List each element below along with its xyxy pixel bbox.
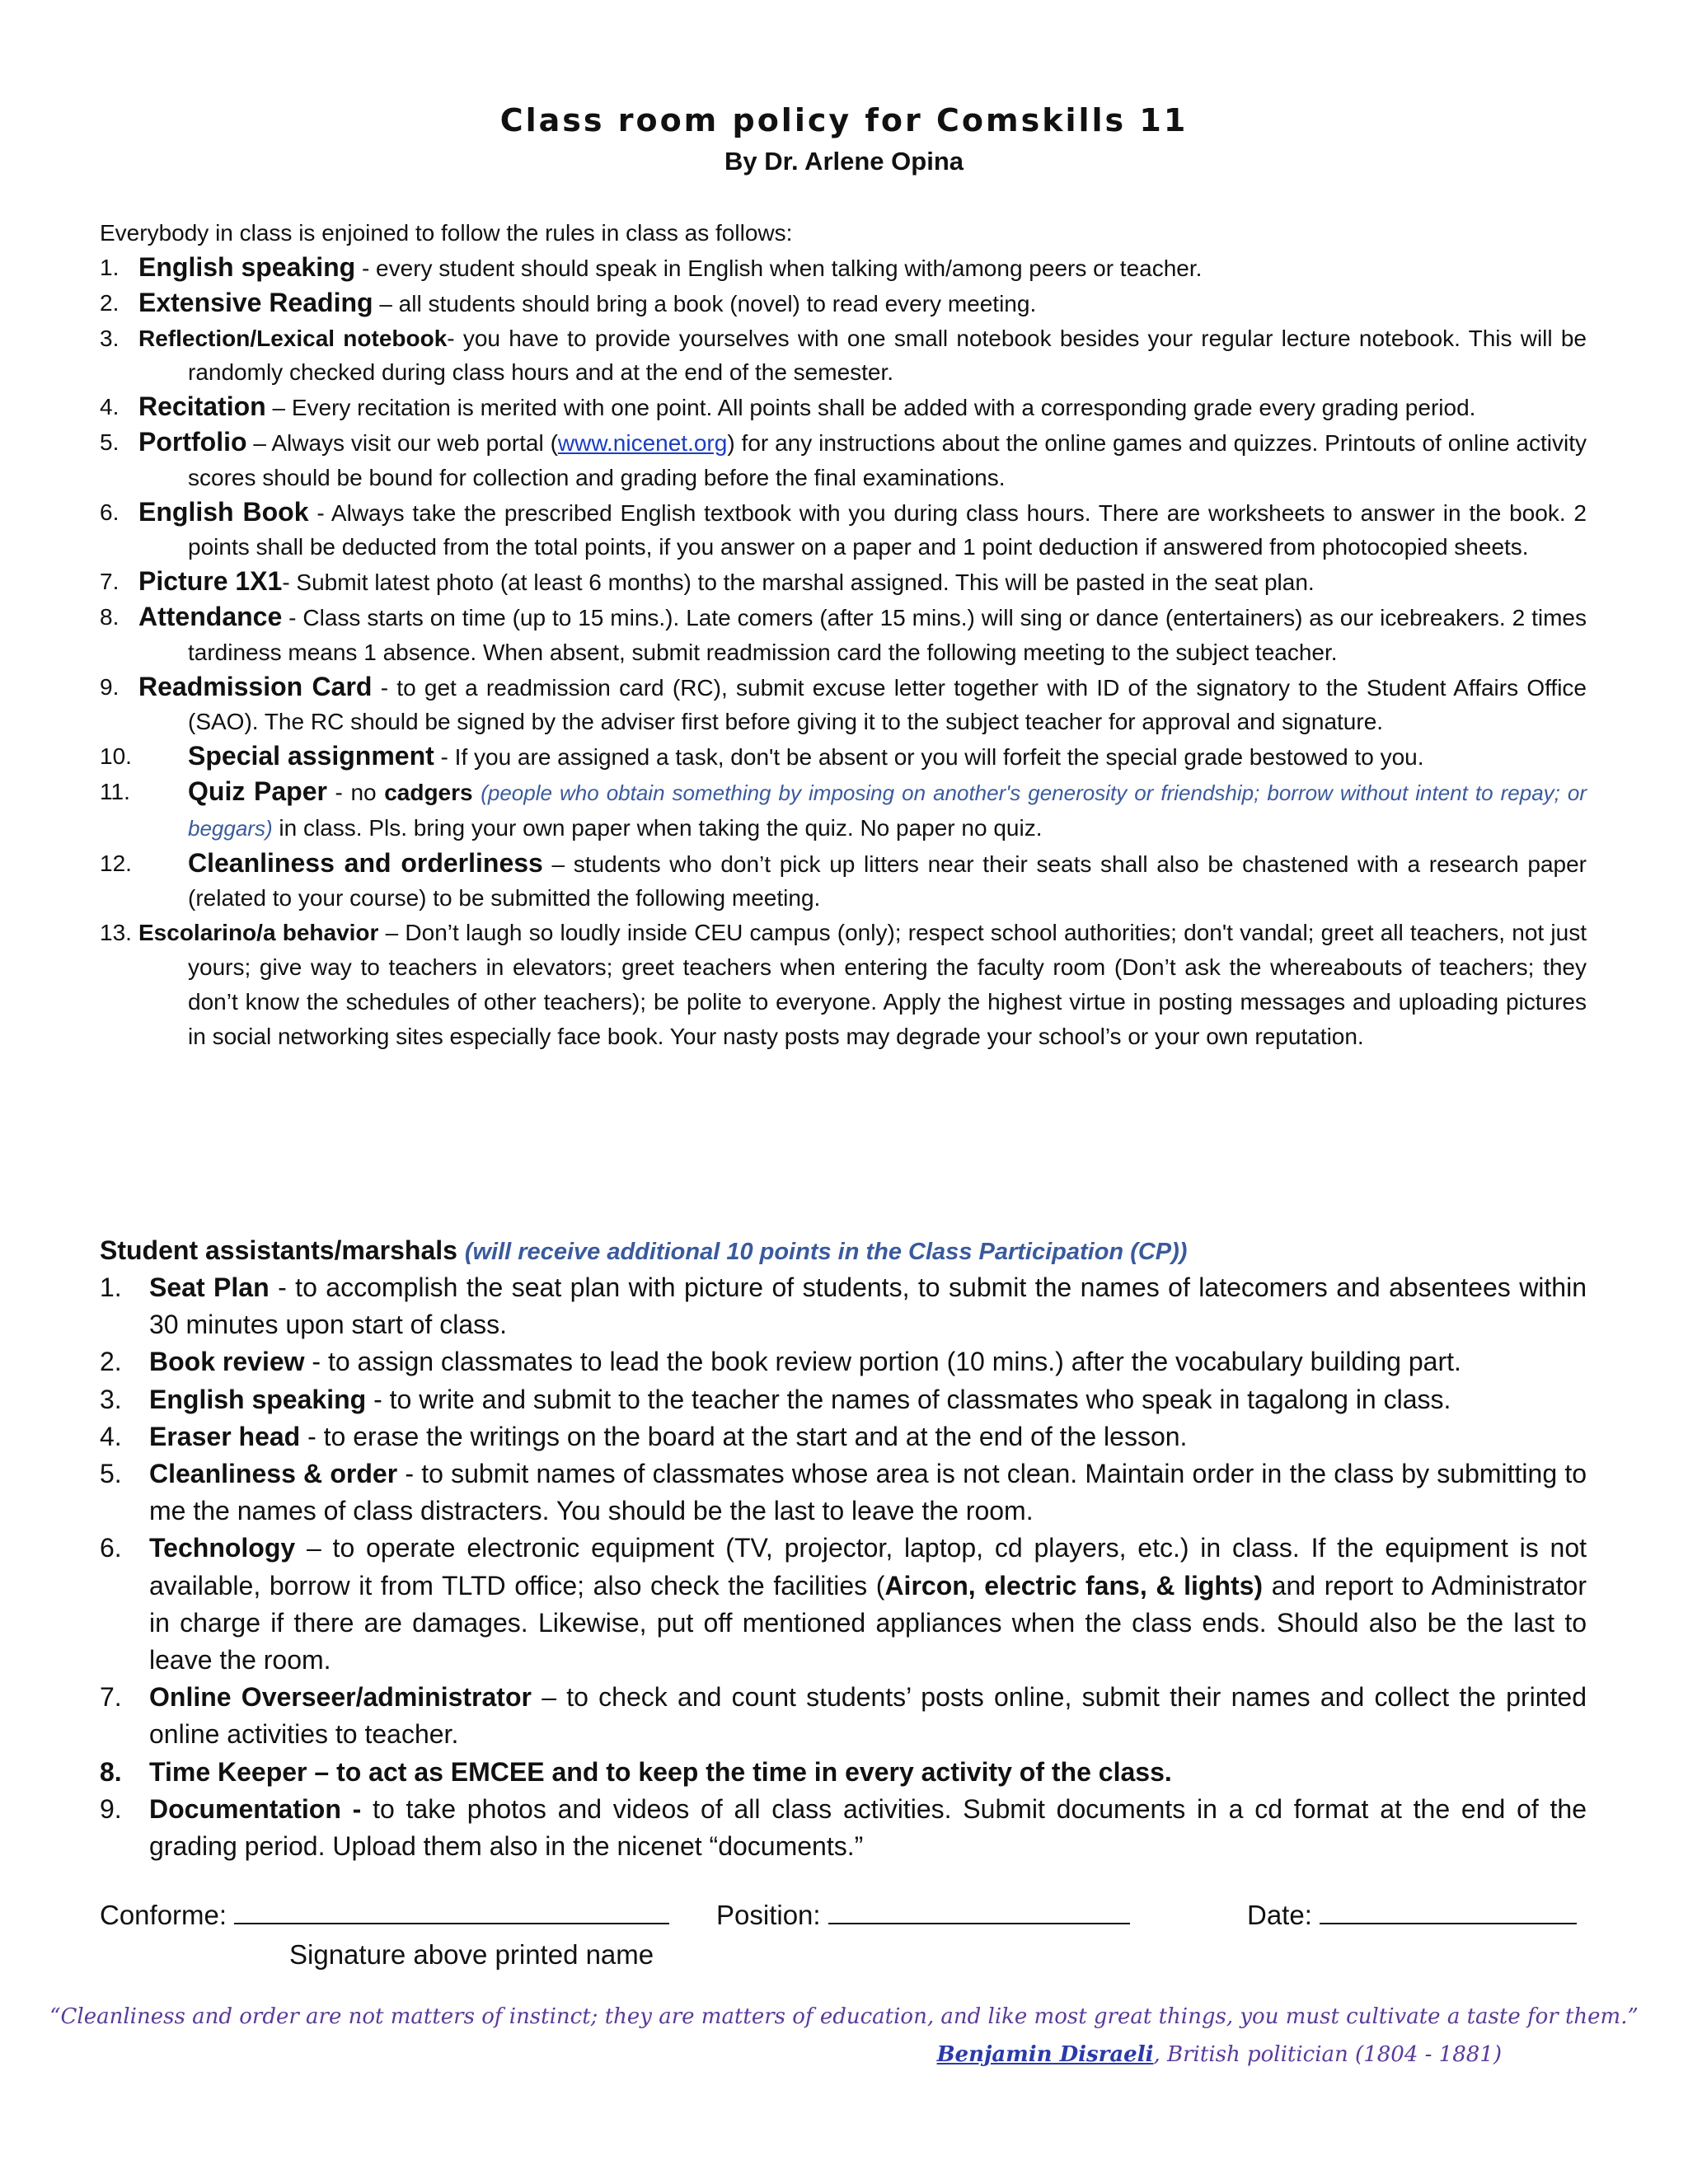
rule-heading: Portfolio	[138, 426, 247, 457]
quote-attribution	[937, 2042, 1502, 2067]
rule-item	[100, 600, 1587, 670]
rule-heading: Picture 1X1	[138, 566, 283, 597]
rule-number: 6.	[100, 499, 120, 525]
assistant-role: Book review	[149, 1347, 305, 1377]
assistant-number: 4.	[100, 1421, 122, 1451]
assistant-number: 2.	[100, 1347, 122, 1377]
assistant-item	[100, 1455, 1587, 1530]
rules-section	[100, 216, 1587, 1053]
rule-item	[100, 425, 1587, 495]
rule-item	[100, 286, 1587, 321]
rule-item	[100, 251, 1587, 286]
assistant-duty: - to accomplish the seat plan with picture of students, to submit the names of latecomers and absentees within 30 minutes upon start of class.	[149, 1272, 1587, 1340]
rule-note: (people who obtain something by imposing on another's generosity or friendship; borrow without intent to repay; or beggars)	[188, 780, 1587, 841]
date-field	[1247, 1900, 1577, 1931]
rule-text: – students who don’t pick up litters near their seats shall also be chastened with a research paper (related to your course) to be submitted the following meeting.	[188, 851, 1587, 912]
signature-block	[100, 1900, 1587, 1974]
assistant-role: Seat Plan	[149, 1272, 270, 1302]
assistant-item	[100, 1381, 1587, 1418]
assistant-role: English speaking	[149, 1384, 367, 1414]
assistant-number: 1.	[100, 1272, 122, 1302]
rule-item	[100, 775, 1587, 846]
assistant-role: Cleanliness & order	[149, 1459, 398, 1489]
rule-number: 5.	[100, 429, 120, 455]
rule-heading: Reflection/Lexical notebook	[138, 325, 448, 351]
rule-heading: English Book	[138, 496, 309, 527]
date-label: Date:	[1247, 1900, 1312, 1930]
date-line[interactable]	[1320, 1919, 1577, 1924]
quote-text: “Cleanliness and order are not matters of instinct; they are matters of education, and like most great things, you must cultivate a taste for them.”	[49, 2004, 1639, 2029]
assistants-note: (will receive additional 10 points in the Class Participation (CP))	[464, 1239, 1188, 1265]
conforme-line[interactable]	[234, 1919, 669, 1924]
rule-text: - Always take the prescribed English textbook with you during class hours. There are worksheets to answer in the book. 2 points shall be deducted from the total points, if you answer on a paper and 1 point deduction if answered from photocopied sheets.	[188, 499, 1587, 560]
rule-text: ) for any instructions about the online games and quizzes. Printouts of online activity scores should be bound for collection and grading before the final examinations.	[188, 429, 1587, 490]
rule-text: - no	[326, 779, 385, 805]
page-title: Class room policy for Comskills 11	[499, 102, 1189, 138]
assistant-duty: - to erase the writings on the board at the start and at the end of the lesson.	[300, 1421, 1188, 1451]
assistants-title: Student assistants/marshals	[100, 1235, 457, 1265]
rule-heading: English speaking	[138, 252, 356, 282]
assistants-list	[100, 1269, 1587, 1865]
rules-intro: Everybody in class is enjoined to follow the rules in class as follows:	[100, 220, 793, 246]
rule-text: - Class starts on time (up to 15 mins.). Late comers (after 15 mins.) will sing or dance (entertainers) as our icebreakers. 2 times tardiness means 1 absence. When absent, submit readmission card the following meeting to the subject teacher.	[188, 604, 1587, 665]
rule-text: - to get a readmission card (RC), submit excuse letter together with ID of the signatory to the Student Affairs Office (SAO). The RC should be signed by the adviser first before giving it to the subject teacher for approval and signature.	[188, 674, 1587, 735]
rule-number: 3.	[100, 325, 120, 351]
assistant-item	[100, 1530, 1587, 1679]
rule-number: 9.	[100, 673, 120, 700]
assistant-number: 8.	[100, 1756, 122, 1787]
position-label: Position:	[716, 1900, 821, 1930]
quote-author: Benjamin Disraeli	[936, 2042, 1154, 2067]
rule-text: - Submit latest photo (at least 6 months) to the marshal assigned. This will be pasted in the seat plan.	[282, 569, 1315, 596]
assistant-number: 7.	[100, 1682, 122, 1713]
assistant-number: 3.	[100, 1384, 122, 1414]
rule-text: - If you are assigned a task, don't be absent or you will forfeit the special grade bestowed to you.	[434, 744, 1424, 771]
rule-text: - you have to provide yourselves with one small notebook besides your regular lecture notebook. This will be randomly checked during class hours and at the end of the semester.	[188, 325, 1587, 386]
conforme-label: Conforme:	[100, 1900, 227, 1930]
assistant-item	[100, 1269, 1587, 1343]
rule-item	[100, 321, 1587, 391]
assistant-duty: - to assign classmates to lead the book review portion (10 mins.) after the vocabulary building part.	[304, 1347, 1461, 1377]
rule-text: - every student should speak in English when talking with/among peers or teacher.	[355, 255, 1203, 281]
rule-item	[100, 739, 1587, 775]
assistants-section	[100, 1232, 1587, 1865]
rule-heading: Readmission Card	[138, 671, 373, 701]
rule-heading: Cleanliness and orderliness	[188, 847, 543, 878]
rule-heading: Quiz Paper	[188, 776, 327, 806]
assistant-role: Time Keeper – to act as EMCEE and to keep the time in every activity of the class.	[149, 1756, 1172, 1787]
rule-item	[100, 916, 1587, 1053]
assistant-duty: - to submit names of classmates whose area is not clean. Maintain order in the class by submitting to me the names of class distracters. You should be the last to leave the room.	[149, 1459, 1587, 1526]
assistant-item	[100, 1679, 1587, 1753]
assistant-role: Eraser head	[149, 1421, 301, 1451]
assistant-item	[100, 1343, 1587, 1380]
signature-caption: Signature above printed name	[289, 1939, 654, 1970]
rule-text: – all students should bring a book (novel) to read every meeting.	[373, 290, 1037, 316]
author-line: By Dr. Arlene Opina	[724, 147, 964, 176]
rule-text: – Every recitation is merited with one point. All points shall be added with a corresponding grade every grading period.	[265, 395, 1476, 421]
position-field	[716, 1900, 1130, 1931]
assistant-number: 9.	[100, 1793, 122, 1824]
rule-item	[100, 670, 1587, 740]
position-line[interactable]	[828, 1919, 1130, 1924]
rule-heading: Attendance	[138, 601, 283, 631]
assistants-heading	[100, 1232, 1587, 1269]
rule-number: 13.	[100, 920, 132, 946]
quote-author-description: , British politician (1804 - 1881)	[1153, 2042, 1502, 2067]
assistant-role: Technology	[149, 1533, 296, 1563]
rule-heading: Recitation	[138, 391, 266, 422]
assistant-item	[100, 1418, 1587, 1455]
rule-number: 1.	[100, 255, 120, 280]
rule-item	[100, 390, 1587, 425]
assistant-duty: – to operate electronic equipment (TV, projector, laptop, cd players, etc.) in class. If the equipment is not available, borrow it from TLTD office; also check the facilities (	[149, 1533, 1587, 1601]
assistant-role: Online Overseer/administrator	[149, 1682, 532, 1713]
rule-heading: Escolarino/a behavior	[138, 920, 379, 946]
rules-list	[100, 251, 1587, 1053]
rule-number: 2.	[100, 289, 120, 316]
assistant-duty: to take photos and videos of all class activities. Submit documents in a cd format at the end of the grading period. Upload them also in the nicenet “documents.”	[149, 1793, 1587, 1862]
assistant-duty: – to check and count students’ posts online, submit their names and collect the printed online activities to teacher.	[149, 1682, 1587, 1750]
rule-heading: Extensive Reading	[138, 287, 373, 317]
assistant-item	[100, 1791, 1587, 1865]
portal-link[interactable]: www.nicenet.org	[557, 429, 728, 456]
assistant-duty: and report to Administrator in charge if there are damages. Likewise, put off mentioned appliances when the class ends. Should also be the last to leave the room.	[149, 1570, 1587, 1675]
rule-text: – Don’t laugh so loudly inside CEU campus (only); respect school authorities; don't vandal; greet all teachers, not just yours; give way to teachers in elevators; greet teachers when entering the faculty room (Don’t ask the whereabouts of teachers; they don’t know the schedules of other teachers); be polite to everyone. Apply the highest virtue in posting messages and uploading pictures in social networking sites especially face book. Your nasty posts may degrade your school’s or your own reputation.	[188, 920, 1587, 1049]
rule-item	[100, 565, 1587, 600]
assistant-item	[100, 1754, 1587, 1791]
conforme-field	[100, 1900, 669, 1931]
assistant-number: 5.	[100, 1459, 122, 1489]
rule-number: 11.	[100, 778, 130, 804]
rule-bold-word: cadgers	[384, 779, 473, 805]
assistant-duty: - to write and submit to the teacher the names of classmates who speak in tagalong in class.	[366, 1384, 1451, 1414]
rule-item	[100, 495, 1587, 565]
rule-number: 10.	[100, 743, 132, 770]
rule-text: in class. Pls. bring your own paper when taking the quiz. No paper no quiz.	[272, 814, 1043, 841]
rule-number: 12.	[100, 850, 132, 876]
rule-item	[100, 846, 1587, 916]
rule-number: 7.	[100, 569, 120, 595]
assistant-number: 6.	[100, 1533, 122, 1563]
rule-number: 8.	[100, 603, 120, 630]
rule-heading: Special assignment	[188, 741, 434, 771]
rule-number: 4.	[100, 394, 120, 420]
assistant-role: Documentation -	[149, 1793, 362, 1824]
assistant-duty-bold: Aircon, electric fans, & lights)	[884, 1570, 1264, 1601]
rule-text: – Always visit our web portal (	[246, 429, 558, 456]
